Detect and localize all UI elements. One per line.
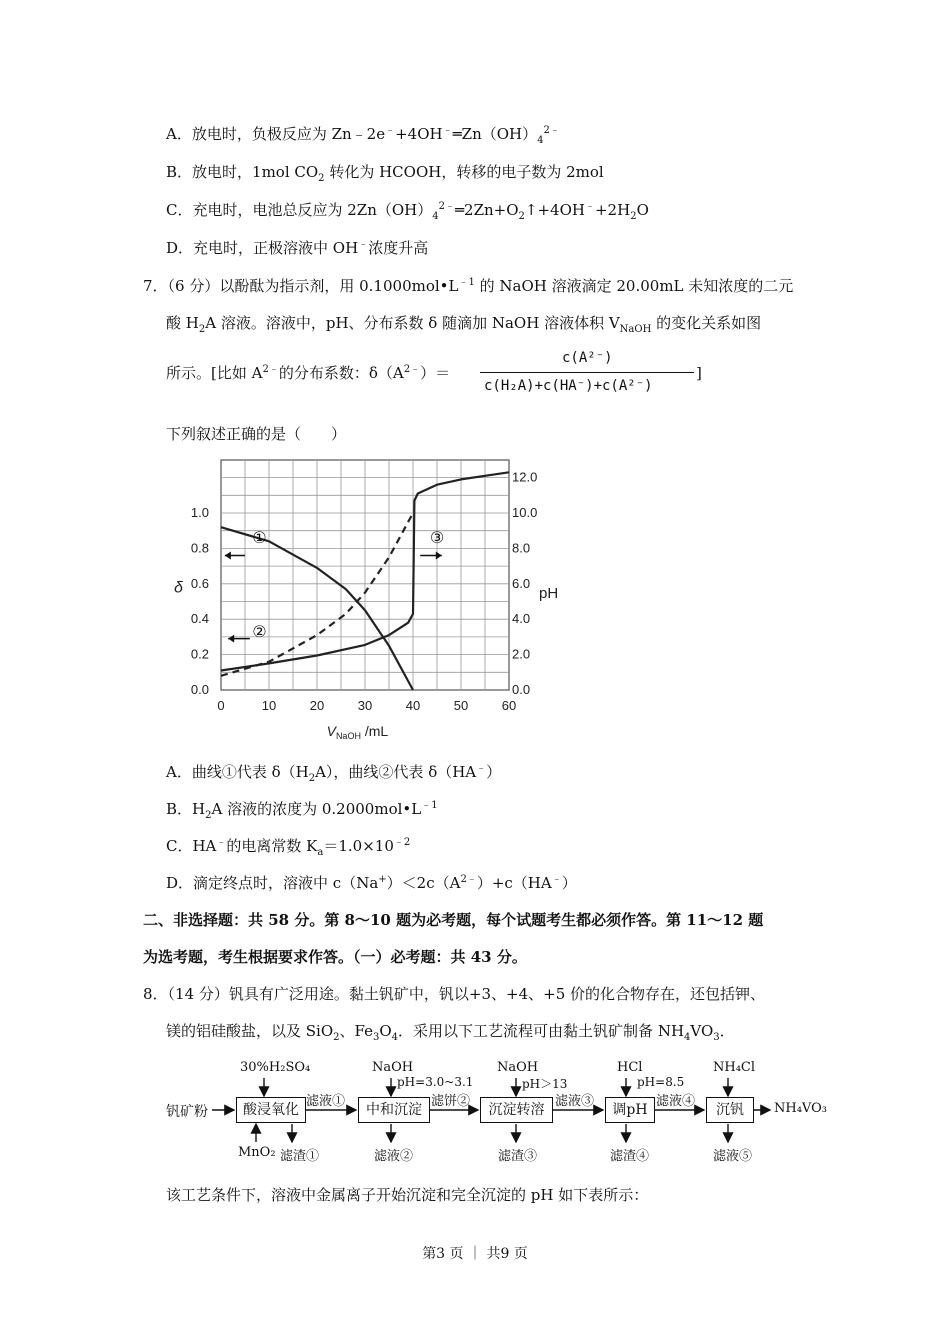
x-tick-label: 50: [453, 698, 469, 713]
flow-box-acid-leach: 酸浸氧化: [236, 1097, 306, 1123]
y-right-tick-label: 2.0: [512, 646, 531, 662]
flow-cond4: pH=8.5: [637, 1075, 685, 1089]
q6-option-b: B．放电时，1mol $CO_2$ 转化为 HCOOH，转移的电子数为 2mol: [166, 163, 604, 184]
y-left-tick-label: 0.0: [190, 682, 209, 697]
y-left-axis-label: δ: [174, 579, 183, 597]
y-right-tick-label: 4.0: [512, 611, 531, 627]
curve-label-3: ③: [429, 530, 445, 548]
flow-box-adjust-ph: 调pH: [605, 1097, 655, 1123]
bracket-end: ]: [696, 364, 702, 382]
flow-bot4: 滤渣④: [610, 1149, 650, 1164]
flow-arrow1: 滤液①: [306, 1094, 346, 1109]
y-right-tick-label: 10.0: [512, 505, 538, 520]
arrow-curve-2-head: [228, 635, 234, 643]
flow-in1: MnO₂: [238, 1145, 276, 1160]
flow-box-redissolve: 沉淀转溶: [480, 1097, 553, 1123]
arrow-curve-3-head: [436, 551, 442, 559]
q7-question: 下列叙述正确的是（ ）: [166, 425, 347, 443]
y-right-axis-label: pH: [539, 584, 559, 602]
section2-line2: 为选考题，考生根据要求作答。（一）必考题：共 43 分。: [143, 948, 527, 966]
q7-stem-line1: 7．（6 分）以酚酞为指示剂，用 $0.1000mol•L^{﹣1}$ 的 NaOH 溶液滴定 20.00mL 未知浓度的二元: [143, 277, 794, 295]
y-right-tick-label: 6.0: [512, 575, 531, 591]
x-tick-label: 30: [357, 698, 373, 713]
x-tick-label: 10: [261, 698, 277, 713]
q7-option-a: A．曲线①代表 $\delta(H_2A)$，曲线②代表 δ（HA﹣）: [166, 763, 502, 784]
y-right-tick-label: 0.0: [512, 682, 531, 697]
fraction-bar: [480, 372, 694, 373]
y-left-tick-label: 0.4: [190, 611, 209, 627]
flow-end: NH₄VO₃: [774, 1101, 827, 1116]
q7-stem-line2: 酸 $H_2A$ 溶液。溶液中，pH、分布系数 δ 随滴加 NaOH 溶液体积 $V_{NaOH}$ 的变化关系如图: [166, 314, 762, 335]
flow-box-precipitate-v: 沉钒: [706, 1097, 754, 1123]
q8-line2: 镁的铝硅酸盐，以及 SiO$_2$、$Fe_3O_4$．采用以下工艺流程可由黏土钒矿制备 $NH_4VO_3$．: [166, 1022, 735, 1043]
flow-bot2: 滤液②: [374, 1149, 414, 1164]
flow-cond2: pH=3.0~3.1: [397, 1075, 474, 1089]
curve-label-1: ①: [252, 530, 267, 548]
chart-grid: [221, 460, 509, 690]
fraction-denominator: c(H₂A)+c(HA⁻)+c(A²⁻): [484, 378, 653, 394]
x-tick-label: 60: [501, 698, 517, 713]
flow-top4: HCl: [617, 1060, 643, 1075]
y-left-tick-label: 0.6: [190, 575, 209, 591]
q6-option-a: A．放电时，负极反应为 $Zn﹣2e^﹣+4OH^﹣═Zn(OH)_4^{2﹣}$: [166, 125, 560, 146]
q8-after: 该工艺条件下，溶液中金属离子开始沉淀和完全沉淀的 pH 如下表所示：: [166, 1186, 649, 1204]
flow-top3: NaOH: [497, 1060, 539, 1075]
q7-option-b: B．$H_2A$ 溶液的浓度为 $0.2000mol•L^{﹣1}$: [166, 800, 438, 821]
fraction-numerator: c(A²⁻): [562, 350, 613, 366]
y-left-tick-label: 0.2: [190, 646, 209, 662]
q7-option-d: D．滴定终点时，溶液中 $c(Na^+)<2c(A^{2﹣})+c(HA^﹣)$: [166, 874, 577, 892]
x-axis-label: $V_{NaOH}$ /mL: [326, 723, 389, 741]
flow-bot5: 滤液⑤: [713, 1149, 753, 1164]
q7-option-c: C．HA﹣的电离常数 $K_a=1.0\times 10^{﹣2}$: [166, 837, 411, 858]
titration-chart: [170, 450, 559, 750]
q7-stem-line3: 所示。[比如 $A^{2﹣}$的分布系数：$\delta(A^{2﹣})=$: [166, 364, 451, 382]
q6-option-d: D．充电时，正极溶液中 OH﹣浓度升高: [166, 239, 429, 257]
flow-arrow3: 滤液③: [555, 1094, 595, 1109]
y-right-tick-label: 8.0: [512, 540, 531, 556]
flow-start: 钒矿粉: [166, 1104, 208, 1120]
y-right-tick-label: 12.0: [512, 469, 538, 485]
y-left-tick-label: 1.0: [190, 505, 209, 520]
flow-top1: 30%H₂SO₄: [240, 1060, 311, 1075]
x-tick-label: 20: [309, 698, 325, 713]
flow-top2: NaOH: [372, 1060, 414, 1075]
flow-arrow2: 滤饼②: [431, 1094, 471, 1109]
flow-bot1: 滤渣①: [280, 1149, 320, 1164]
flow-cond3: pH＞13: [522, 1077, 568, 1091]
q8-line1: 8．（14 分）钒具有广泛用途。黏土钒矿中，钒以+3、+4、+5 价的化合物存在，还包括钾、: [143, 985, 766, 1003]
x-tick-label: 0: [217, 698, 225, 713]
flow-arrow4: 滤液④: [656, 1094, 696, 1109]
curve-label-2: ②: [252, 623, 267, 641]
x-tick-label: 40: [405, 698, 421, 713]
q6-option-c: C．充电时，电池总反应为 $2Zn(OH)_4^{2﹣}═2Zn+O_2↑+4OH^﹣+2H_2O$: [166, 201, 649, 222]
flow-top5: NH₄Cl: [713, 1060, 756, 1075]
page-footer: 第3 页 ｜ 共9 页: [422, 1246, 528, 1262]
y-left-tick-label: 0.8: [190, 540, 209, 556]
arrow-curve-1-head: [225, 551, 231, 559]
flow-box-neutralize: 中和沉淀: [358, 1097, 430, 1123]
section2-line1: 二、非选择题：共 58 分。第 8～10 题为必考题，每个试题考生都必须作答。第 11～12 题: [143, 911, 764, 929]
flow-bot3: 滤渣③: [498, 1149, 538, 1164]
